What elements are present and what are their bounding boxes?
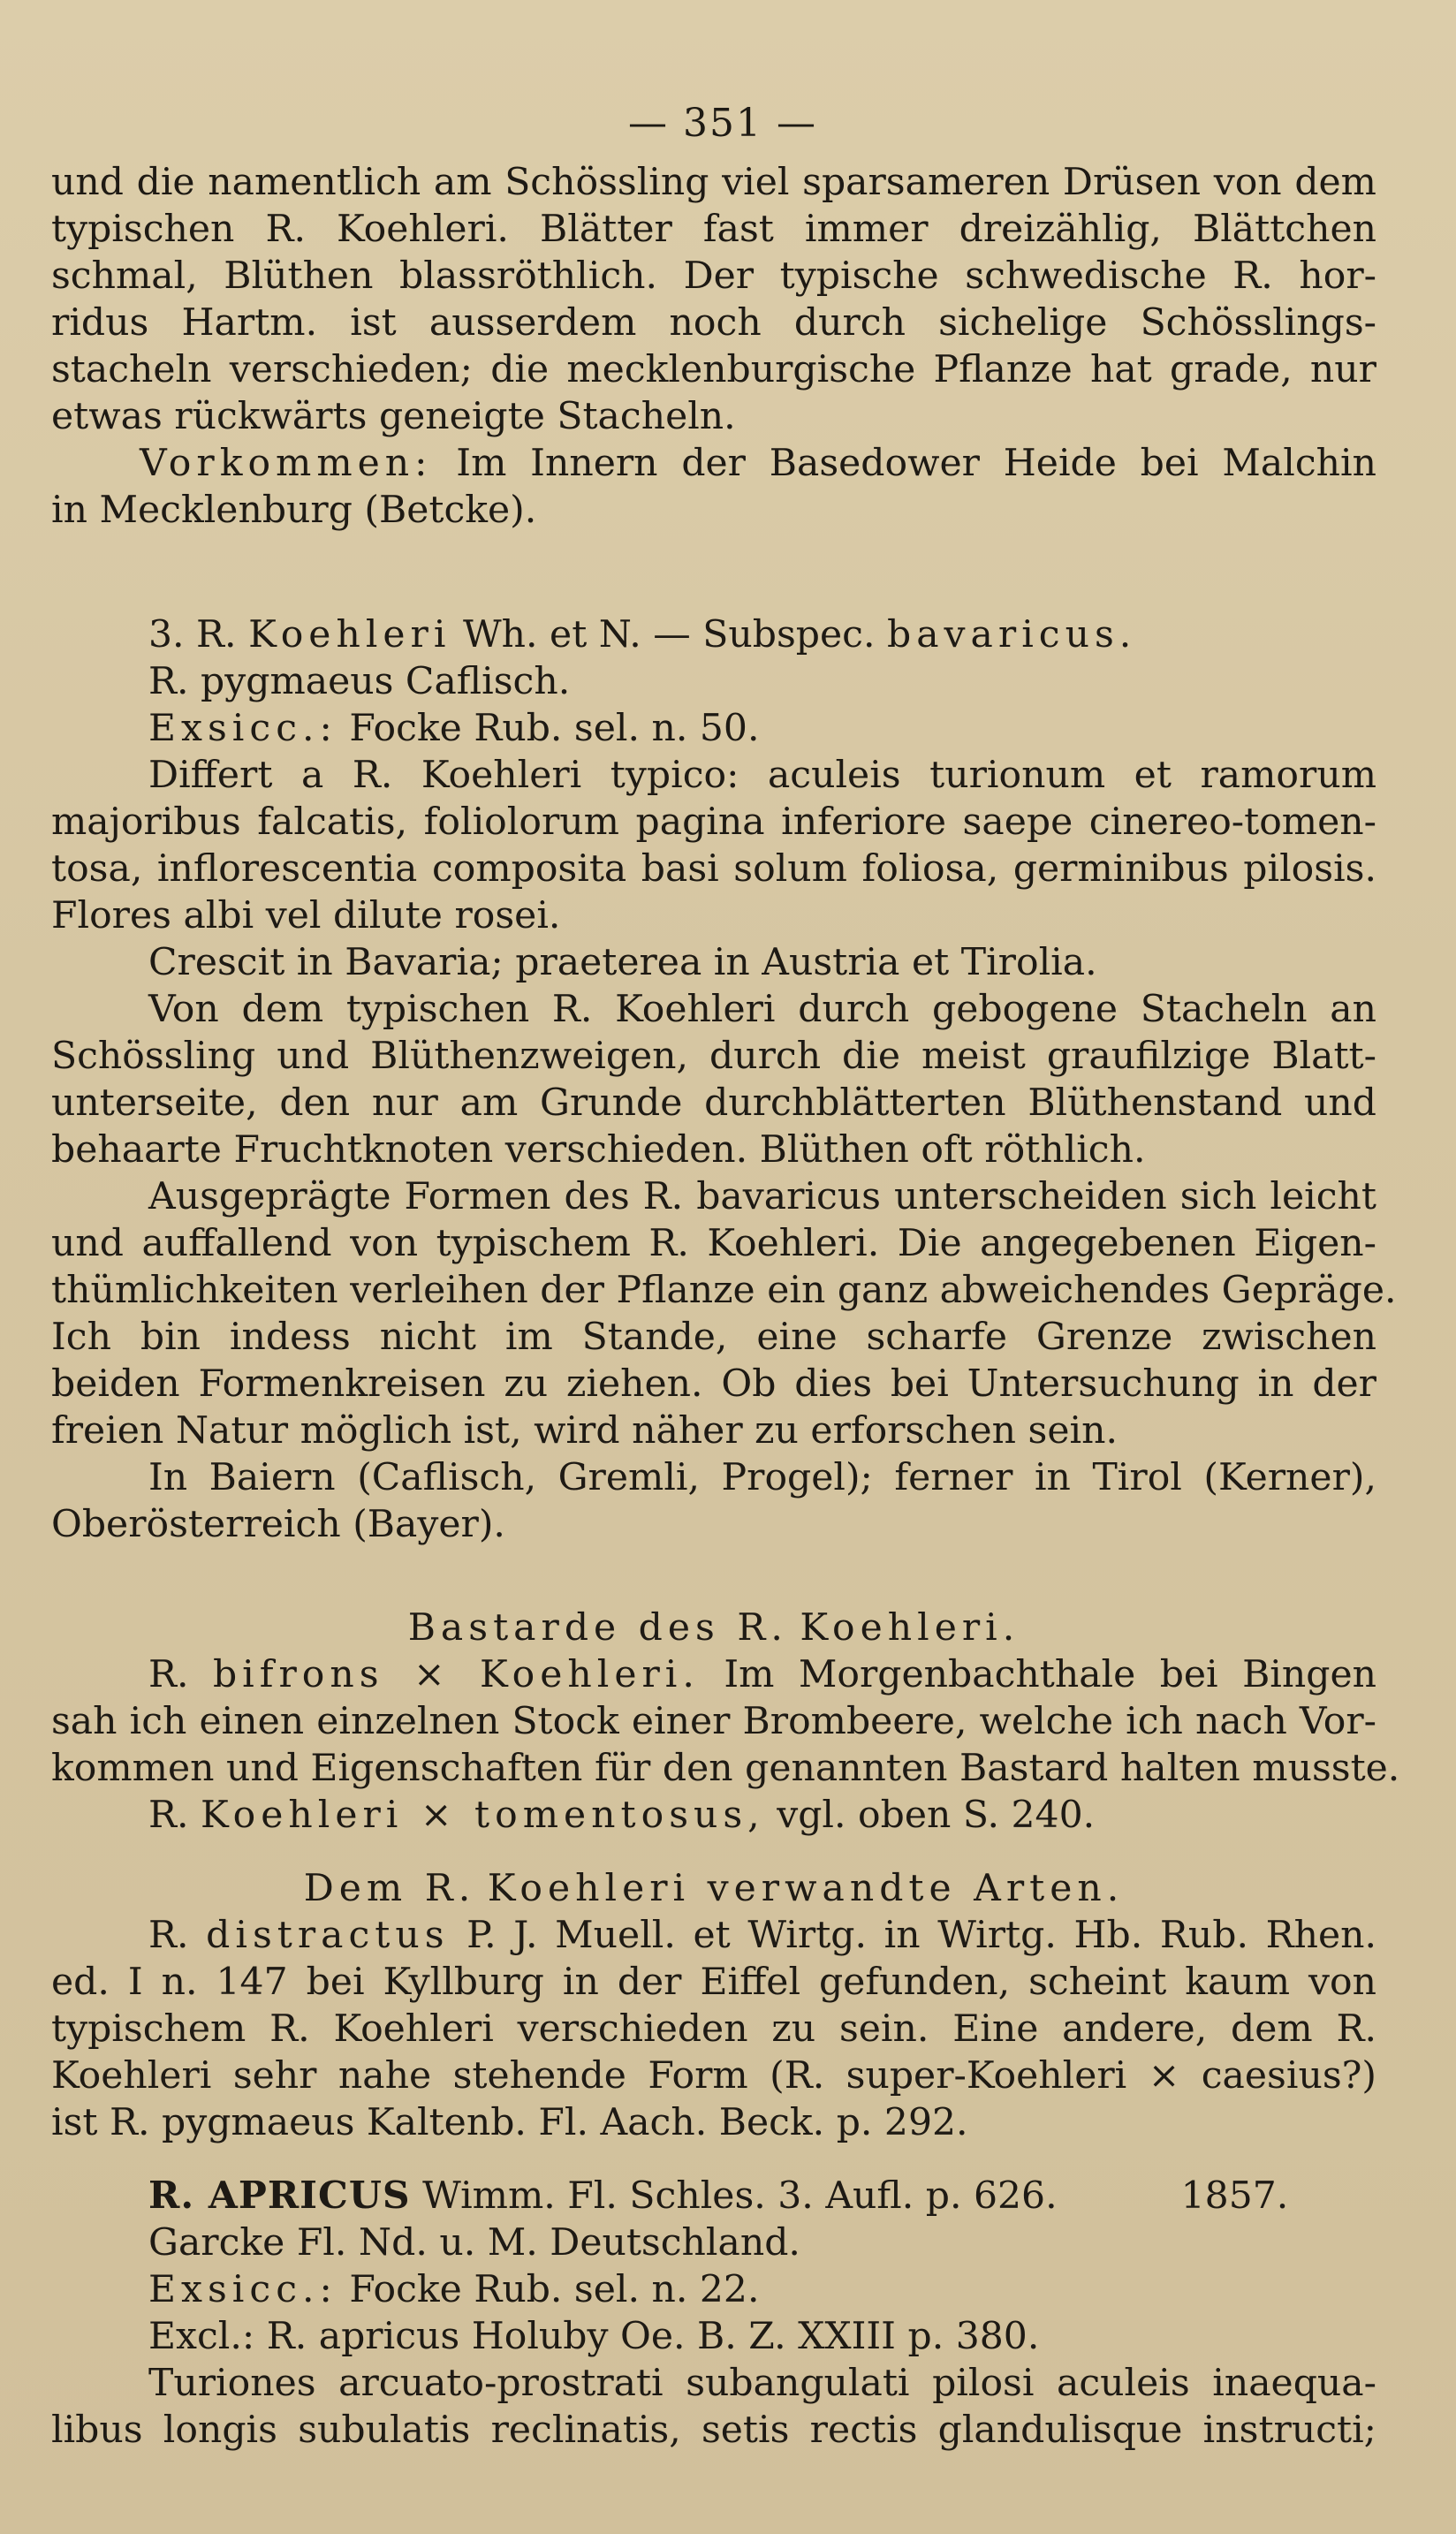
exsicc-line: Exsicc.: Focke Rub. sel. n. 22. <box>148 2268 760 2311</box>
text-line: majoribus falcatis, foliolorum pagina inferiore saepe cinereo-tomen- <box>51 800 1376 844</box>
paragraph-vorkommen <box>51 440 1376 534</box>
vorkommen-text: Im Innern der Basedower Heide bei Malchin <box>456 442 1377 485</box>
text-line: R. Koehleri × tomentosus, vgl. oben S. 240. <box>148 1794 1096 1837</box>
hybrid-name: bifrons × Koehleri. <box>212 1653 700 1696</box>
text-line: Oberösterreich (Bayer). <box>51 1503 505 1546</box>
exsicc-line: Exsicc.: Focke Rub. sel. n. 50. <box>148 707 760 750</box>
subspecies-name: bavaricus. <box>886 613 1137 656</box>
text-line: ist R. pygmaeus Kaltenb. Fl. Aach. Beck. p. 292. <box>51 2101 968 2144</box>
text-line: tosa, inflorescentia composita basi solum foliosa, germinibus pilosis. <box>51 847 1376 891</box>
text-line: sah ich einen einzelnen Stock einer Brombeere, welche ich nach Vor- <box>51 1700 1376 1743</box>
text-line: Von dem typischen R. Koehleri durch gebogene Stacheln an <box>148 988 1376 1031</box>
text-line: kommen und Eigenschaften für den genannten Bastard halten musste. <box>51 1747 1400 1790</box>
text-line: Turiones arcuato-prostrati subangulati pilosi aculeis inaequa- <box>148 2362 1376 2405</box>
section-heading: Bastarde des R. Koehleri. <box>407 1606 1020 1650</box>
text-line: Flores albi vel dilute rosei. <box>51 894 561 937</box>
text-line: Garcke Fl. Nd. u. M. Deutschland. <box>148 2221 800 2265</box>
text-line: Crescit in Bavaria; praeterea in Austria et Tirolia. <box>148 941 1097 984</box>
text-line: und die namentlich am Schössling viel sparsameren Drüsen von dem <box>51 161 1376 204</box>
text-line: libus longis subulatis reclinatis, setis rectis glandulisque instructi; <box>51 2409 1376 2452</box>
section-heading: 3. R. Koehleri Wh. et N. — Subspec. bavaricus. <box>148 613 1137 656</box>
text-line: schmal, Blüthen blassröthlich. Der typische schwedische R. hor- <box>51 254 1376 298</box>
text-line: typischem R. Koehleri verschieden zu sein. Eine andere, dem R. <box>51 2007 1376 2051</box>
text-line: stacheln verschieden; die mecklenburgische Pflanze hat grade, nur <box>51 348 1376 391</box>
species-heading: R. APRICUS Wimm. Fl. Schles. 3. Aufl. p. 626. 1857. <box>148 2174 1289 2218</box>
text-line: beiden Formenkreisen zu ziehen. Ob dies bei Untersuchung in der <box>51 1362 1376 1406</box>
text-line: Schössling und Blüthenzweigen, durch die meist graufilzige Blatt- <box>51 1035 1376 1078</box>
species-name: Koehleri <box>248 613 451 656</box>
text-line: R. distractus P. J. Muell. et Wirtg. in Wirtg. Hb. Rub. Rhen. <box>148 1914 1376 1957</box>
text-line: Excl.: R. apricus Holuby Oe. B. Z. XXIII p. 380. <box>148 2315 1040 2358</box>
text-line: Differt a R. Koehleri typico: aculeis turionum et ramorum <box>148 754 1376 797</box>
paragraph-intro <box>51 159 1376 440</box>
year: 1857. <box>1180 2174 1289 2218</box>
text-line: behaarte Fruchtknoten verschieden. Blüthen oft röthlich. <box>51 1128 1146 1172</box>
text-line <box>51 440 1376 487</box>
section-heading: Dem R. Koehleri verwandte Arten. <box>303 1867 1125 1910</box>
text-line: Ausgeprägte Formen des R. bavaricus unterscheiden sich leicht <box>148 1175 1376 1218</box>
text-line: typischen R. Koehleri. Blätter fast immer dreizählig, Blättchen <box>51 208 1376 251</box>
section-bavaricus <box>51 611 1397 1548</box>
text-line: in Mecklenburg (Betcke). <box>51 489 537 532</box>
text-line: freien Natur möglich ist, wird näher zu erforschen sein. <box>51 1409 1118 1453</box>
text-line: R. bifrons × Koehleri. Im Morgenbachthale bei Bingen <box>148 1653 1377 1696</box>
hybrid-name: Koehleri × tomentosus, <box>201 1794 765 1837</box>
species-name: distractus <box>206 1914 450 1957</box>
text-line: unterseite, den nur am Grunde durchblätterten Blüthenstand und <box>51 1081 1376 1125</box>
text-line: thümlichkeiten verleihen der Pflanze ein ganz abweichendes Gepräge. <box>51 1269 1397 1312</box>
text-line: Koehleri sehr nahe stehende Form (R. super-Koehleri × caesius?) <box>51 2054 1376 2098</box>
synonym-line: R. pygmaeus Caflisch. <box>148 660 571 703</box>
section-verwandte <box>51 1865 1376 2146</box>
text-line: und auffallend von typischem R. Koehleri. Die angegebenen Eigen- <box>51 1222 1376 1265</box>
text-line: ed. I n. 147 bei Kyllburg in der Eiffel gefunden, scheint kaum von <box>51 1961 1376 2004</box>
document-page <box>51 88 1400 2454</box>
species-title: R. APRICUS <box>148 2174 411 2218</box>
text-line: ridus Hartm. ist ausserdem noch durch sichelige Schösslings- <box>51 301 1376 345</box>
text-line: Ich bin indess nicht im Stande, eine scharfe Grenze zwischen <box>51 1316 1376 1359</box>
page-number: — 351 — <box>628 101 817 146</box>
text-line: etwas rückwärts geneigte Stacheln. <box>51 395 736 438</box>
vorkommen-label: Vorkommen: <box>140 442 433 485</box>
section-apricus <box>51 2173 1376 2454</box>
section-bastarde <box>51 1605 1400 1839</box>
text-line: In Baiern (Caflisch, Gremli, Progel); ferner in Tirol (Kerner), <box>148 1456 1376 1499</box>
